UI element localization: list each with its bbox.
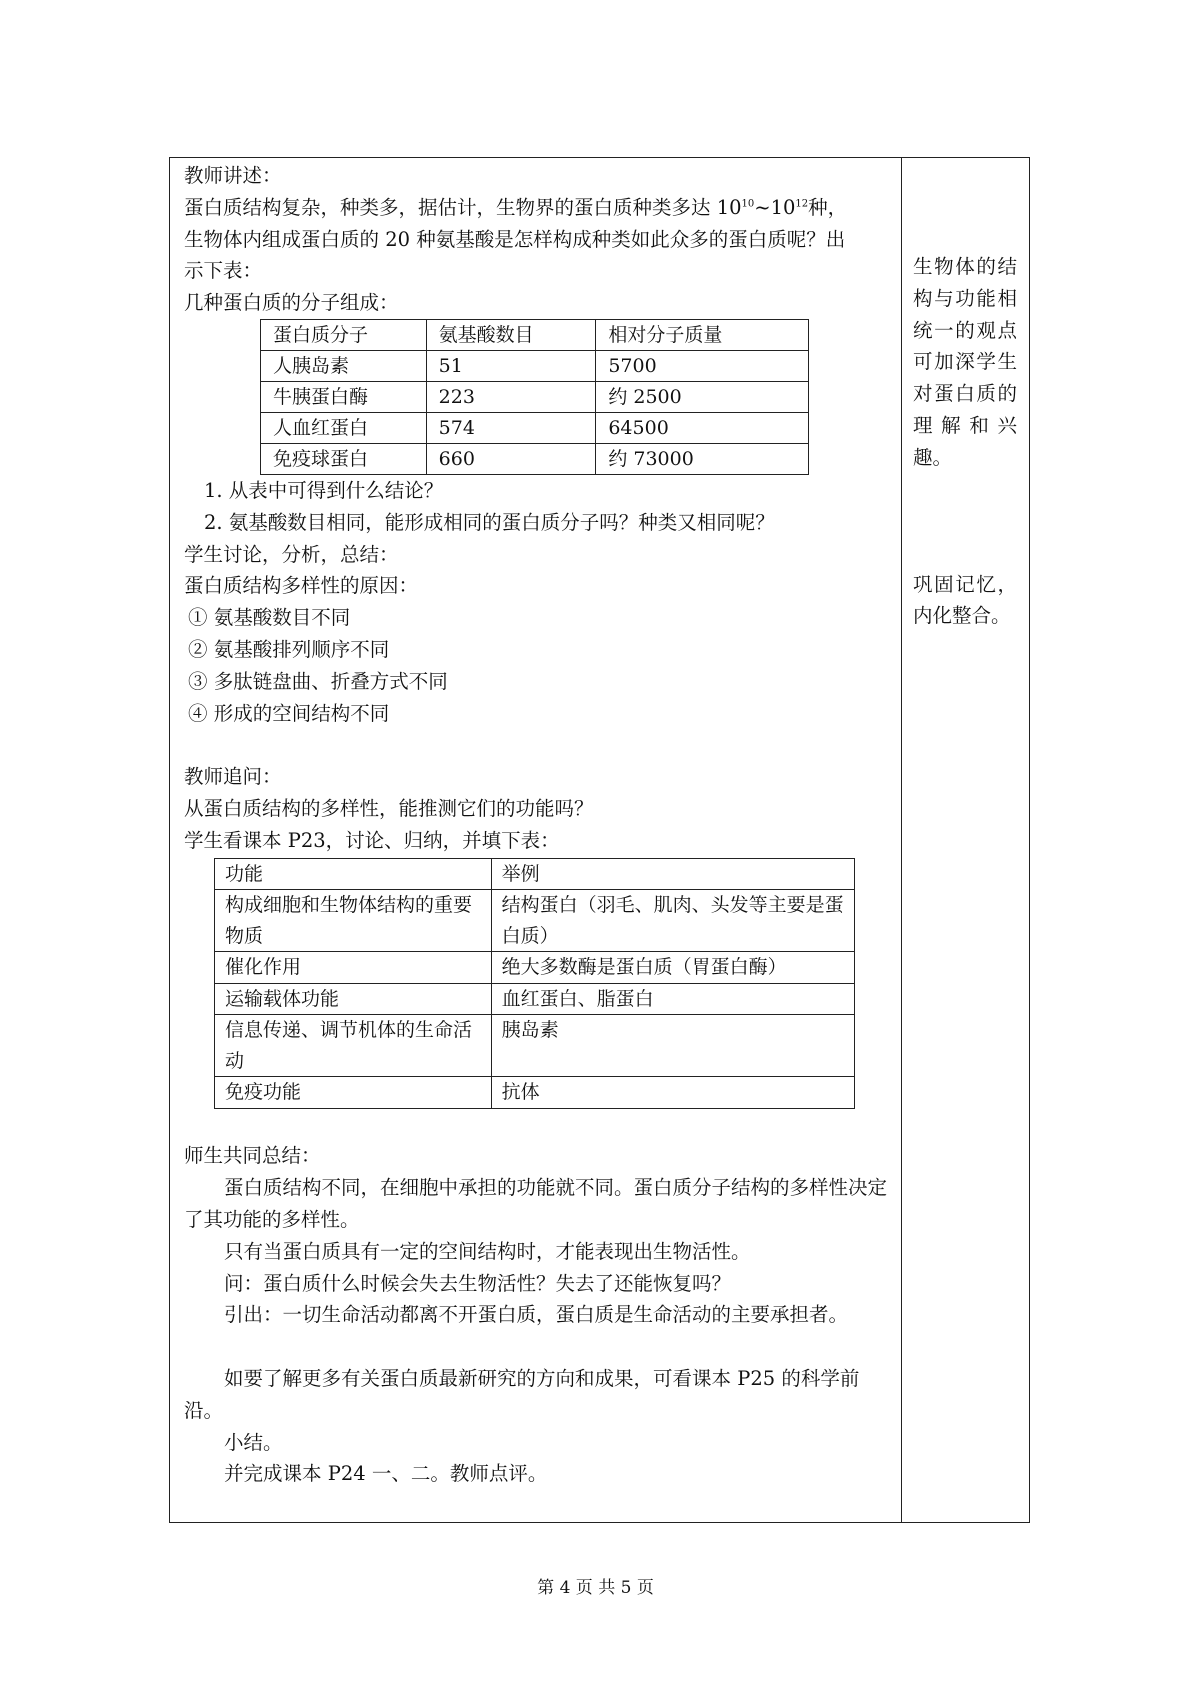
wrapup-line: 小结。 [224,1430,283,1454]
further-reading: 如要了解更多有关蛋白质最新研究的方向和成果，可看课本 P25 的科学前沿。 [184,1366,860,1422]
spacer [913,474,1017,569]
table-cell: 抗体 [491,1077,854,1109]
reason-item: ③ 多肽链盘曲、折叠方式不同 [188,669,448,693]
table1-caption: 几种蛋白质的分子组成： [184,291,399,315]
table-cell: 信息传递、调节机体的生命活动 [215,1015,492,1077]
table-row [215,952,855,984]
table-cell: 牛胰蛋白酶 [261,381,427,412]
table-cell: 人胰岛素 [261,350,427,381]
summary-paragraph: 蛋白质结构不同，在细胞中承担的功能就不同。蛋白质分子结构的多样性决定了其功能的多样性。 [184,1176,888,1231]
reasons-title: 蛋白质结构多样性的原因： [184,574,419,598]
table-header-cell: 氨基酸数目 [426,319,596,350]
summary-paragraph: 引出：一切生命活动都离不开蛋白质，蛋白质是生命活动的主要承担者。 [224,1303,849,1327]
table-header-cell: 举例 [491,858,854,890]
table-cell: 构成细胞和生物体结构的重要物质 [215,890,492,952]
protein-function-table [214,858,855,1109]
intro-line-1: 蛋白质结构复杂，种类多，据估计，生物界的蛋白质种类多达 $10^{10}\sim 10^{12}$种， [184,195,848,219]
table-cell: 660 [426,443,596,474]
protein-composition-table [260,319,809,475]
table-cell: 约 2500 [596,381,809,412]
table-header-cell: 相对分子质量 [596,319,809,350]
design-notes-column [913,251,1017,632]
table-header-cell: 蛋白质分子 [261,319,427,350]
table-cell: 64500 [596,412,809,443]
table-row [261,412,809,443]
table-cell: 5700 [596,350,809,381]
exponent-1: 10 [741,198,755,210]
table-cell: 免疫功能 [215,1077,492,1109]
table-cell: 574 [426,412,596,443]
discussion-line: 学生讨论，分析，总结： [184,542,399,566]
heading-teacher-lecture: 教师讲述： [184,164,282,187]
table-cell: 绝大多数酶是蛋白质（胃蛋白酶） [491,952,854,984]
design-note-1: 生物体的结构与功能相统一的观点可加深学生对蛋白质的理解和兴趣。 [913,255,1017,469]
table-cell: 血红蛋白、脂蛋白 [491,983,854,1015]
table-row [215,890,855,952]
table-row [215,983,855,1015]
reason-item: ① 氨基酸数目不同 [188,606,351,630]
summary-title: 师生共同总结： [184,1144,321,1168]
table-cell: 223 [426,381,596,412]
question-2: 2. 氨基酸数目相同，能形成相同的蛋白质分子吗？种类又相同呢？ [204,510,775,534]
intro-line-3: 示下表： [184,259,263,283]
instruction-line: 学生看课本 P23，讨论、归纳，并填下表： [184,828,560,852]
summary-paragraph: 只有当蛋白质具有一定的空间结构时，才能表现出生物活性。 [224,1239,751,1263]
table-header-row [261,319,809,350]
heading-teacher-followup: 教师追问： [184,765,282,789]
question-1: 1. 从表中可得到什么结论？ [204,478,444,502]
table-row [215,1015,855,1077]
table-header-cell: 功能 [215,858,492,890]
exponent-2: 12 [795,198,809,210]
main-content [184,160,894,1490]
table-cell: 胰岛素 [491,1015,854,1077]
table-row [215,1077,855,1109]
table-cell: 人血红蛋白 [261,412,427,443]
page-number-footer: 第 4 页 共 5 页 [537,1578,654,1598]
homework-line: 并完成课本 P24 一、二。教师点评。 [224,1462,548,1486]
table-row [261,381,809,412]
design-note-2: 巩固记忆，内化整合。 [913,572,1017,628]
spacer [184,729,894,761]
intro-line-2: 生物体内组成蛋白质的 20 种氨基酸是怎样构成种类如此众多的蛋白质呢？出 [184,227,846,251]
table-cell: 催化作用 [215,952,492,984]
spacer [184,1331,894,1363]
reason-item: ② 氨基酸排列顺序不同 [188,637,390,661]
summary-paragraph: 问：蛋白质什么时候会失去生物活性？失去了还能恢复吗？ [224,1271,732,1295]
table-cell: 51 [426,350,596,381]
table-cell: 约 73000 [596,443,809,474]
reason-item: ④ 形成的空间结构不同 [188,701,390,725]
table-row [261,350,809,381]
table-cell: 免疫球蛋白 [261,443,427,474]
table-cell: 结构蛋白（羽毛、肌肉、头发等主要是蛋白质） [491,890,854,952]
table-cell: 运输载体功能 [215,983,492,1015]
column-divider [901,157,902,1523]
table-row [261,443,809,474]
followup-question: 从蛋白质结构的多样性，能推测它们的功能吗？ [184,796,594,820]
spacer [184,1109,894,1141]
table-header-row [215,858,855,890]
